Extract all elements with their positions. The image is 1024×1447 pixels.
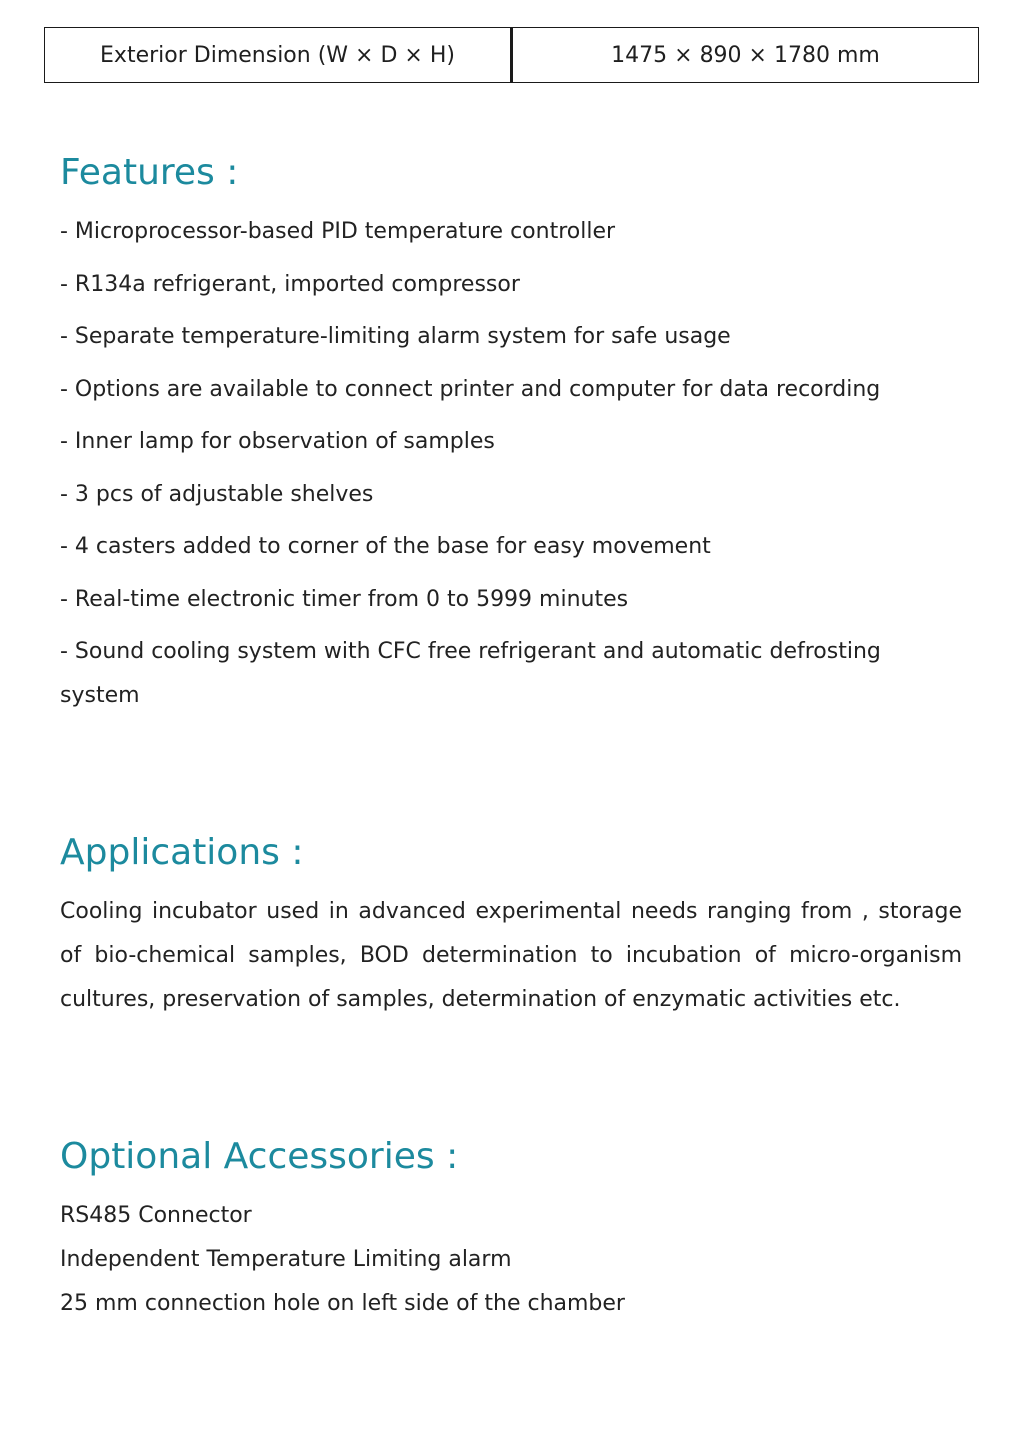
feature-item: - Real-time electronic timer from 0 to 5999 minutes bbox=[60, 586, 629, 612]
accessory-item: 25 mm connection hole on left side of the chamber bbox=[60, 1291, 625, 1316]
feature-item: - 3 pcs of adjustable shelves bbox=[60, 481, 374, 507]
accessories-list bbox=[60, 1194, 960, 1326]
feature-item: - Microprocessor-based PID temperature controller bbox=[60, 219, 616, 244]
accessories-heading: Optional Accessories : bbox=[60, 1136, 459, 1177]
feature-item: - 4 casters added to corner of the base for easy movement bbox=[60, 534, 711, 559]
features-heading: Features : bbox=[60, 152, 239, 193]
feature-item: - Sound cooling system with CFC free refrigerant and automatic defrosting system bbox=[60, 639, 881, 708]
spec-table bbox=[44, 27, 979, 83]
feature-item: - Separate temperature-limiting alarm system for safe usage bbox=[60, 324, 731, 349]
applications-heading: Applications : bbox=[60, 832, 304, 873]
spec-label: Exterior Dimension (W × D × H) bbox=[45, 28, 513, 82]
feature-item: - R134a refrigerant, imported compressor bbox=[60, 271, 520, 297]
accessory-item: RS485 Connector bbox=[60, 1203, 252, 1228]
applications-text: Cooling incubator used in advanced experimental needs ranging from , storage of bio-chemical samples, BOD determination to incubation of micro-organism cultures, preservation of samples, determination of enzymatic activities etc. bbox=[60, 899, 962, 1012]
feature-item: - Inner lamp for observation of samples bbox=[60, 429, 495, 454]
accessory-item: Independent Temperature Limiting alarm bbox=[60, 1247, 512, 1272]
spec-value: 1475 × 890 × 1780 mm bbox=[611, 42, 880, 68]
features-list bbox=[60, 210, 960, 727]
feature-item: - Options are available to connect printer and computer for data recording bbox=[60, 376, 881, 402]
